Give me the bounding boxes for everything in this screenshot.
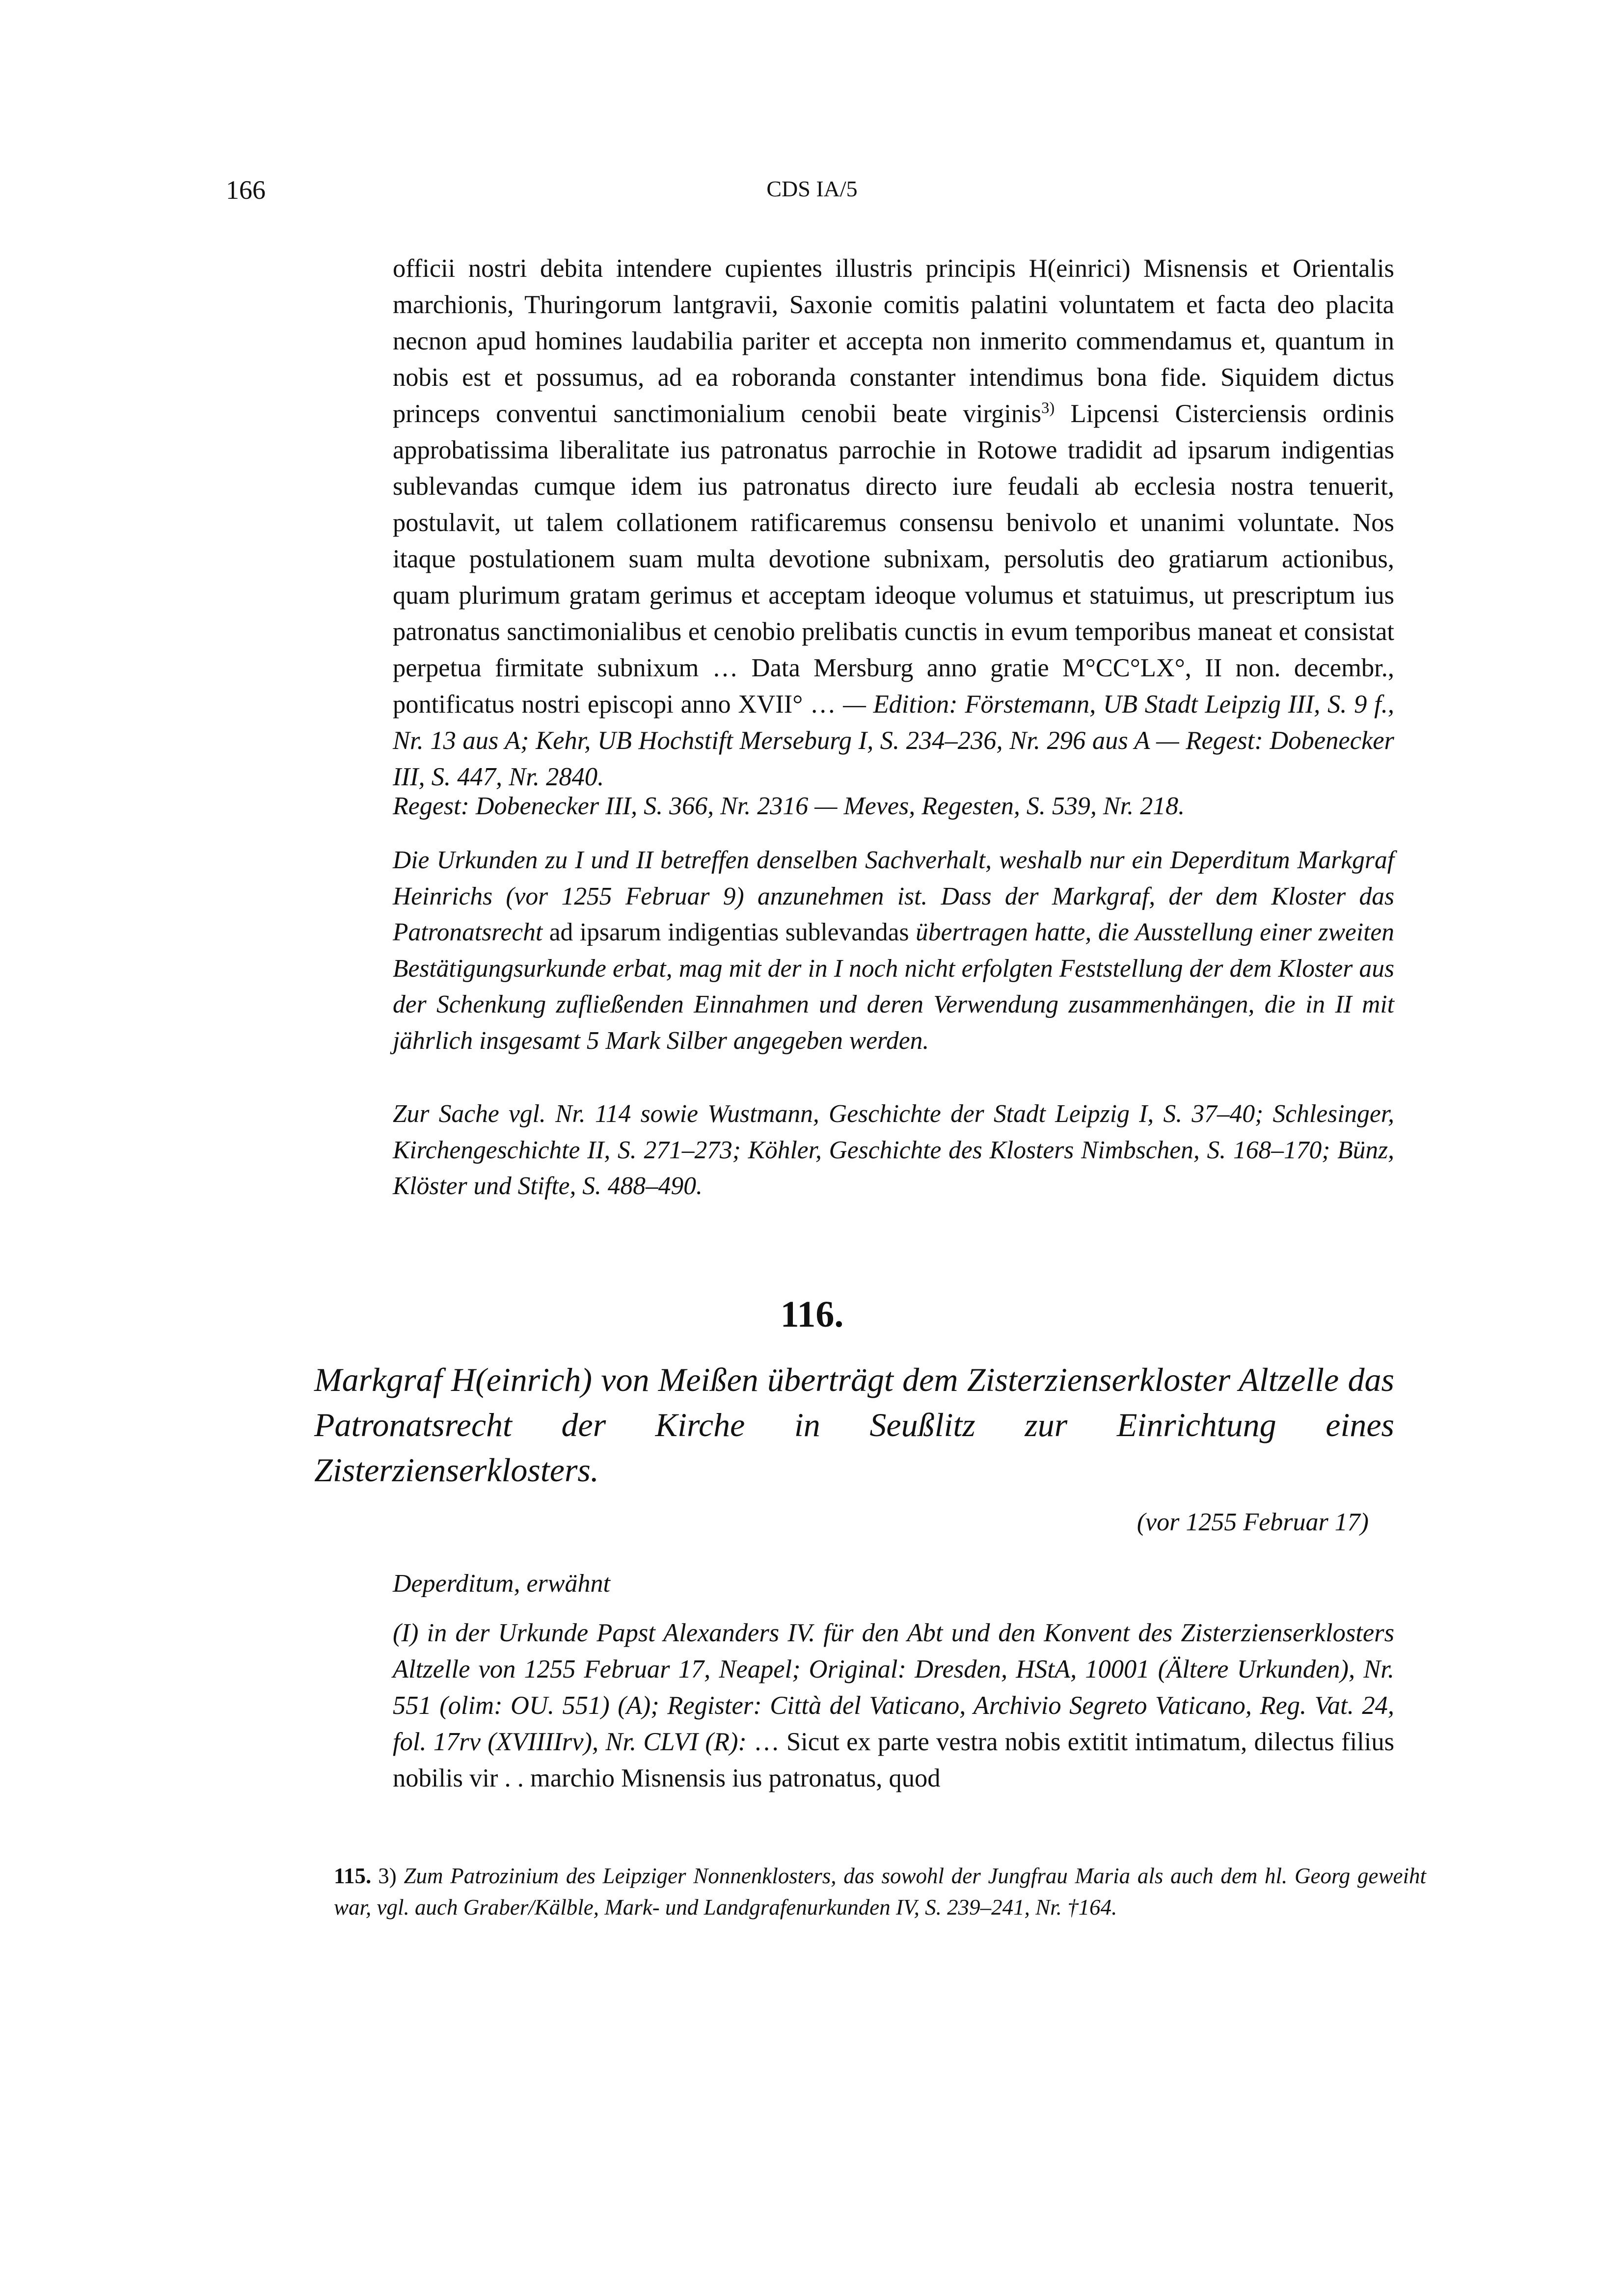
document-number: 116. — [780, 1294, 844, 1335]
footnote-marker-label: 3) — [378, 1864, 397, 1888]
deperditum-latin: … Sicut ex parte vestra nobis extitit intimatum, dilectus filius nobilis vir . . marchio Misnensis ius patronatus, quod — [393, 1728, 1395, 1792]
footnote-text: Zum Patrozinium des Leipziger Nonnenklosters, das sowohl der Jungfrau Maria als auch dem hl. Georg geweiht war, vgl. auch Graber/Kälble, Mark- und Landgrafenurkunden IV, S. 239–241, Nr. †164. — [334, 1864, 1427, 1920]
regest-line: Regest: Dobenecker III, S. 366, Nr. 2316 — Meves, Regesten, S. 539, Nr. 218. — [393, 792, 1185, 820]
commentary-paragraph — [393, 842, 1394, 1059]
latin-body-continued: Lipcensi Cisterciensis ordinis approbatissima liberalitate ius patronatus parrochie in Rotowe tradidit ad ipsarum indigentias sublevandas cumque idem ius patronatus directo iure feudali ab ecclesia nostra tenuerit, postulavit, ut talem collationem ratificaremus consensu benivolo et unanimi voluntate. Nos itaque postulationem suam multa devotione subnixam, persolutis deo gratiarum actionibus, quam plurimum gratam gerimus et acceptam ideoque volumus et statuimus, ut prescriptum ius patronatus sanctimonialibus et cenobio prelibatis cunctis in evum temporibus maneat et consistat perpetua firmitate subnixum … Data Mersburg anno gratie M°CC°LX°, II non. decembr., pontificatus nostri episcopi anno XVII° … — [393, 400, 1394, 719]
deperditum-paragraph — [393, 1615, 1394, 1796]
latin-body: officii nostri debita intendere cupientes illustris principis H(einrici) Misnensis et Orientalis marchionis, Thuringorum lantgravii, Saxonie comitis palatini voluntatem et facta deo placita necnon apud homines laudabilia pariter et accepta non inmerito commendamus et, quantum in nobis est et possumus, ad ea roboranda constanter intendimus bona fide. Siquidem dictus princeps conventui sanctimonialium cenobii beate virginis — [393, 254, 1394, 428]
running-head: CDS IA/5 — [766, 176, 858, 201]
footnote-ref-number: 115. — [334, 1864, 372, 1888]
deperditum-label: Deperditum, erwähnt — [393, 1570, 610, 1598]
commentary-text-b: übertragen hatte, die Ausstellung einer zweiten Bestätigungsurkunde erbat, mag mit der in I noch nicht erfolgten Feststellung der dem Kloster aus der Schenkung zufließenden Einnahmen und deren Verwendung zusammenhängen, die in II mit jährlich insgesamt 5 Mark Silber angegeben werden. — [393, 918, 1395, 1055]
document-date: (vor 1255 Februar 17) — [1137, 1508, 1369, 1536]
document-title: Markgraf H(einrich) von Meißen überträgt dem Zisterzienserkloster Altzelle das Patronatsrecht der Kirche in Seußlitz zur Einrichtung eines Zisterzienserklosters. — [314, 1361, 1394, 1489]
footnote-marker: 3) — [1041, 399, 1055, 417]
edition-reference: — Edition: Förstemann, UB Stadt Leipzig III, S. 9 f., Nr. 13 aus A; Kehr, UB Hochstift Merseburg I, S. 234–236, Nr. 296 aus A — Regest: Dobenecker III, S. 447, Nr. 2840. — [393, 690, 1394, 791]
latin-charter-text — [393, 250, 1394, 795]
commentary-text-a: Die Urkunden zu I und II betreffen denselben Sachverhalt, weshalb nur ein Deperditum Markgraf Heinrichs (vor 1255 Februar 9) anzunehmen ist. Dass der Markgraf, der dem Kloster das Patronatsrecht — [393, 846, 1394, 946]
deperditum-source: (I) in der Urkunde Papst Alexanders IV. für den Abt und den Konvent des Zisterzienserklosters Altzelle von 1255 Februar 17, Neapel; Original: Dresden, HStA, 10001 (Ältere Urkunden), Nr. 551 (olim: OU. 551) (A); Register: Città del Vaticano, Archivio Segreto Vaticano, Reg. Vat. 24, fol. 17rv (XVIIIIrv), Nr. CLVI (R): — [393, 1619, 1394, 1756]
footnote — [334, 1860, 1426, 1923]
commentary-latin-quote: ad ipsarum indigentias sublevandas — [549, 918, 909, 946]
page-number: 166 — [226, 175, 266, 205]
literature-paragraph: Zur Sache vgl. Nr. 114 sowie Wustmann, Geschichte der Stadt Leipzig I, S. 37–40; Schlesinger, Kirchengeschichte II, S. 271–273; Köhler, Geschichte des Klosters Nimbschen, S. 168–170; Bünz, Klöster und Stifte, S. 488–490. — [393, 1100, 1394, 1200]
